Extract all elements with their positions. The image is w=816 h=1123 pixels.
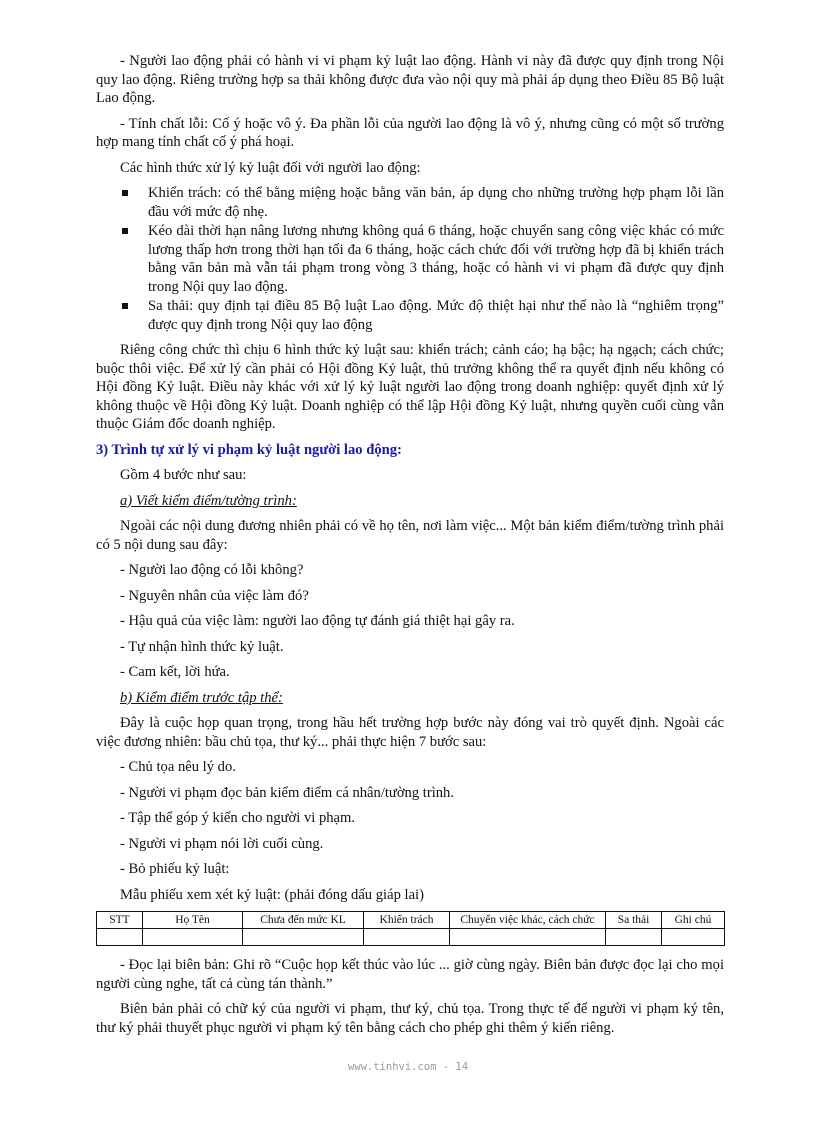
paragraph-fault-nature: - Tính chất lỗi: Cố ý hoặc vô ý. Đa phần lỗi của người lao động là vô ý, nhưng cũng có một số trường hợp mang tính chất cố ý phá hoại.	[96, 115, 724, 150]
paragraph-violation-behavior: - Người lao động phải có hành vi vi phạm kỷ luật lao động. Hành vi này đã được quy định trong Nội quy lao động. Riêng trường hợp sa thải không được đưa vào nội quy mà phải áp dụng theo Điều 85 Bộ luật Lao động.	[96, 53, 724, 106]
list-item: - Bỏ phiếu kỷ luật:	[120, 861, 230, 877]
list-item	[148, 184, 724, 221]
list-item: - Hậu quả của việc làm: người lao động tự đánh giá thiệt hại gây ra.	[120, 613, 515, 629]
paragraph-discipline-forms-intro: Các hình thức xử lý kỷ luật đối với người lao động:	[120, 159, 421, 176]
square-bullet-icon	[122, 303, 128, 309]
list-item: - Người vi phạm đọc bản kiểm điểm cá nhân/tường trình.	[120, 784, 455, 801]
table-cell	[97, 929, 143, 946]
table-cell	[243, 929, 364, 946]
column-header: Ghi chú	[662, 912, 725, 929]
page-footer: www.tinhvi.com - 14	[347, 1061, 469, 1073]
ballot-table	[96, 911, 725, 946]
list-item: - Tự nhận hình thức kỷ luật.	[120, 638, 284, 655]
table-cell	[662, 929, 725, 946]
list-item: - Người vi phạm nói lời cuối cùng.	[120, 835, 324, 852]
paragraph-reread-minutes: - Đọc lại biên bản: Ghi rõ “Cuộc họp kết thúc vào lúc ... giờ cùng ngày. Biên bản được đọc lại cho mọi người cùng nghe, tất cả cùng tán thành.”	[96, 957, 724, 992]
list-item: - Nguyên nhân của việc làm đó?	[120, 587, 309, 604]
column-header: Khiển trách	[364, 912, 450, 929]
table-header-row	[97, 912, 725, 929]
section-heading: 3) Trình tự xử lý vi phạm kỷ luật người lao động:	[96, 441, 402, 458]
column-header: Sa thải	[606, 912, 662, 929]
column-header: Họ Tên	[143, 912, 243, 929]
table-cell	[606, 929, 662, 946]
column-header: Chưa đến mức KL	[243, 912, 364, 929]
list-item	[148, 297, 724, 334]
subsection-b-title: b) Kiểm điểm trước tập thể:	[120, 689, 283, 706]
paragraph-minutes-signatures: Biên bản phải có chữ ký của người vi phạm, thư ký, chủ tọa. Trong thực tế để người vi phạm ký tên, thư ký phải thuyết phục người vi phạm ký tên bằng cách cho phép ghi thêm ý kiến riêng.	[96, 1001, 724, 1036]
column-header: Chuyển việc khác, cách chức	[450, 912, 606, 929]
list-item: - Tập thể góp ý kiến cho người vi phạm.	[120, 810, 356, 826]
subsection-a-intro: Ngoài các nội dung đương nhiên phải có về họ tên, nơi làm việc... Một bản kiểm điểm/tường trình phải có 5 nội dung sau đây:	[96, 518, 724, 553]
list-item-text: Khiển trách: có thể bằng miệng hoặc bằng văn bản, áp dụng cho những trường hợp phạm lỗi lần đầu với mức độ nhẹ.	[148, 185, 724, 220]
list-item: - Người lao động có lỗi không?	[120, 562, 304, 578]
table-cell	[143, 929, 243, 946]
square-bullet-icon	[122, 190, 128, 196]
table-cell	[450, 929, 606, 946]
list-item-text: Sa thải: quy định tại điều 85 Bộ luật Lao động. Mức độ thiệt hại như thế nào là “nghiêm trọng” được quy định trong Nội quy lao động	[148, 298, 724, 333]
subsection-a-title: a) Viết kiểm điểm/tường trình:	[120, 492, 297, 509]
list-item: - Chủ tọa nêu lý do.	[120, 759, 236, 775]
list-item: - Cam kết, lời hứa.	[120, 664, 230, 680]
square-bullet-icon	[122, 228, 128, 234]
table-cell	[364, 929, 450, 946]
document-page	[96, 52, 724, 1044]
paragraph-civil-servants: Riêng công chức thì chịu 6 hình thức kỷ luật sau: khiển trách; cảnh cáo; hạ bậc; hạ ngạch; cách chức; buộc thôi việc. Để xử lý cần phải có Hội đồng Kỷ luật, thủ trưởng không thể ra quyết định nếu không có Hội đồng Kỷ luật. Điều này khác với xử lý kỷ luật người lao động trong doanh nghiệp: quyết định xử lý không thuộc về Hội đồng Kỷ luật. Doanh nghiệp có thể lập Hội đồng Kỷ luật, nhưng quyền cuối cùng vẫn thuộc Giám đốc doanh nghiệp.	[96, 342, 724, 432]
table-row	[97, 929, 725, 946]
section-intro: Gồm 4 bước như sau:	[120, 467, 247, 483]
discipline-forms-list	[96, 184, 724, 334]
column-header: STT	[97, 912, 143, 929]
subsection-b-intro: Đây là cuộc họp quan trọng, trong hầu hết trường hợp bước này đóng vai trò quyết định. Ngoài các việc đương nhiên: bầu chủ tọa, thư ký... phải thực hiện 7 bước sau:	[96, 715, 724, 750]
ballot-caption: Mẫu phiếu xem xét kỷ luật: (phải đóng dấu giáp lai)	[120, 886, 424, 903]
list-item	[148, 222, 724, 296]
list-item-text: Kéo dài thời hạn nâng lương nhưng không quá 6 tháng, hoặc chuyển sang công việc khác có mức lương thấp hơn trong thời hạn tối đa 6 tháng, hoặc cách chức đối với trường hợp đã bị khiển trách bằng văn bản mà vẫn tái phạm trong vòng 3 tháng, hoặc có hành vi vi phạm đã được quy định trong Nội quy lao động.	[148, 223, 724, 295]
